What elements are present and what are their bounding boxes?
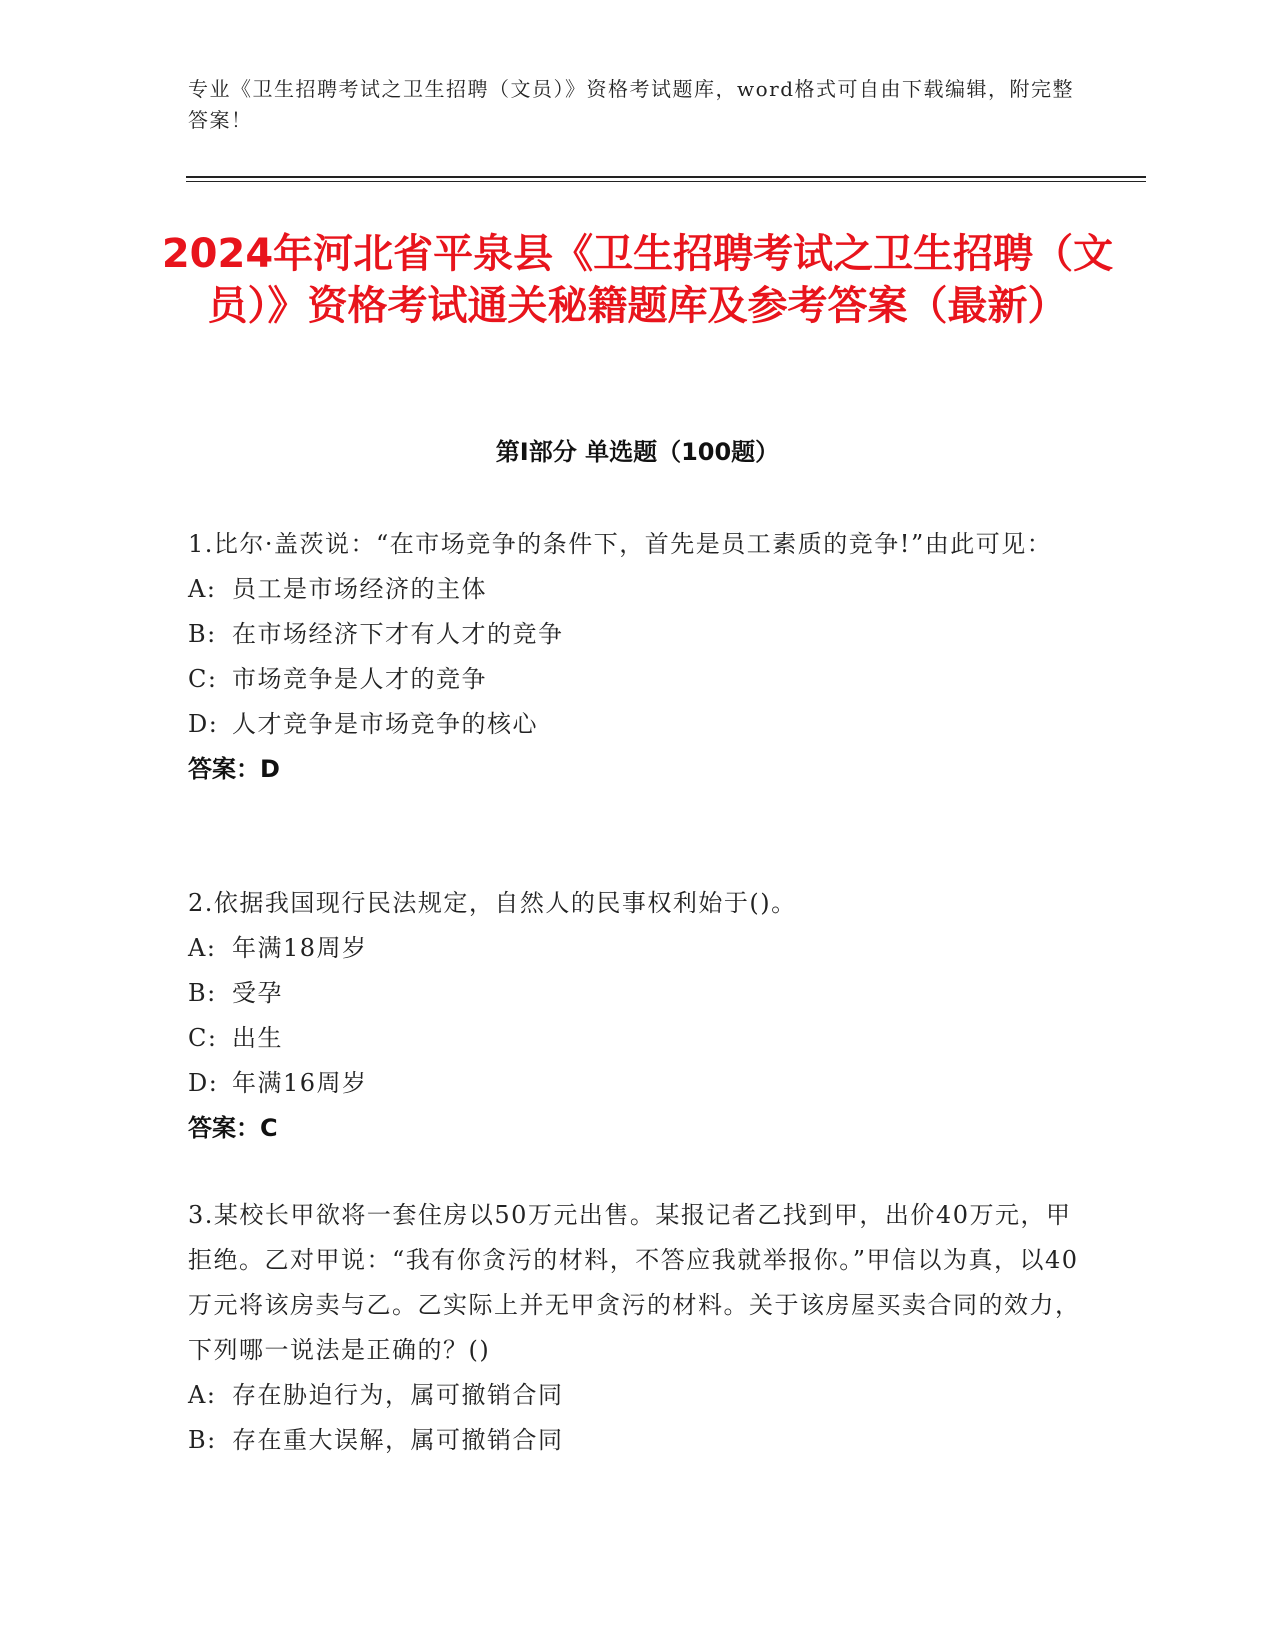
option-b [188,971,1088,1016]
option-key: C: [188,665,218,693]
option-text: 受孕 [232,979,283,1007]
section-title: 第Ⅰ部分 单选题（100题） [495,438,780,466]
header-divider-thin [186,181,1146,182]
question-stem: 3.某校长甲欲将一套住房以50万元出售。某报记者乙找到甲，出价40万元，甲拒绝。乙对甲说：“我有你贪污的材料，不答应我就举报你。”甲信以为真，以40万元将该房卖与乙。乙实际上并无甲贪污的材料。关于该房屋买卖合同的效力，下列哪一说法是正确的？() [188,1201,1081,1364]
option-b [188,612,1088,657]
question-3 [188,1193,1088,1463]
option-c [188,1016,1088,1061]
option-key: D: [188,710,219,738]
option-key: A: [188,1381,217,1409]
option-a [188,1373,1088,1418]
answer-label: 答案：C [188,1114,278,1142]
option-text: 存在重大误解，属可撤销合同 [232,1426,564,1454]
question-1 [188,522,1088,792]
option-text: 出生 [232,1024,283,1052]
option-text: 年满16周岁 [232,1069,368,1097]
option-key: A: [188,934,217,962]
option-text: 人才竞争是市场竞争的核心 [232,710,538,738]
header-note: 专业《卫生招聘考试之卫生招聘（文员）》资格考试题库，word格式可自由下载编辑，附完整答案！ [188,77,1075,132]
header-divider-thick [186,176,1146,178]
option-text: 存在胁迫行为，属可撤销合同 [232,1381,564,1409]
option-a [188,567,1088,612]
option-text: 在市场经济下才有人才的竞争 [232,620,564,648]
question-stem: 1.比尔·盖茨说：“在市场竞争的条件下，首先是员工素质的竞争!”由此可见： [188,530,1053,558]
option-key: B: [188,979,217,1007]
option-text: 员工是市场经济的主体 [232,575,487,603]
document-title: 2024年河北省平泉县《卫生招聘考试之卫生招聘（文员）》资格考试通关秘籍题库及参考答案（最新） [161,231,1114,329]
option-key: A: [188,575,217,603]
option-a [188,926,1088,971]
question-2 [188,881,1088,1151]
option-d [188,1061,1088,1106]
option-d [188,702,1088,747]
option-key: B: [188,1426,217,1454]
option-key: D: [188,1069,219,1097]
option-b [188,1418,1088,1463]
option-c [188,657,1088,702]
option-key: C: [188,1024,218,1052]
question-stem: 2.依据我国现行民法规定，自然人的民事权利始于()。 [188,889,797,917]
option-text: 市场竞争是人才的竞争 [232,665,487,693]
option-key: B: [188,620,217,648]
answer-label: 答案：D [188,755,280,783]
option-text: 年满18周岁 [232,934,368,962]
